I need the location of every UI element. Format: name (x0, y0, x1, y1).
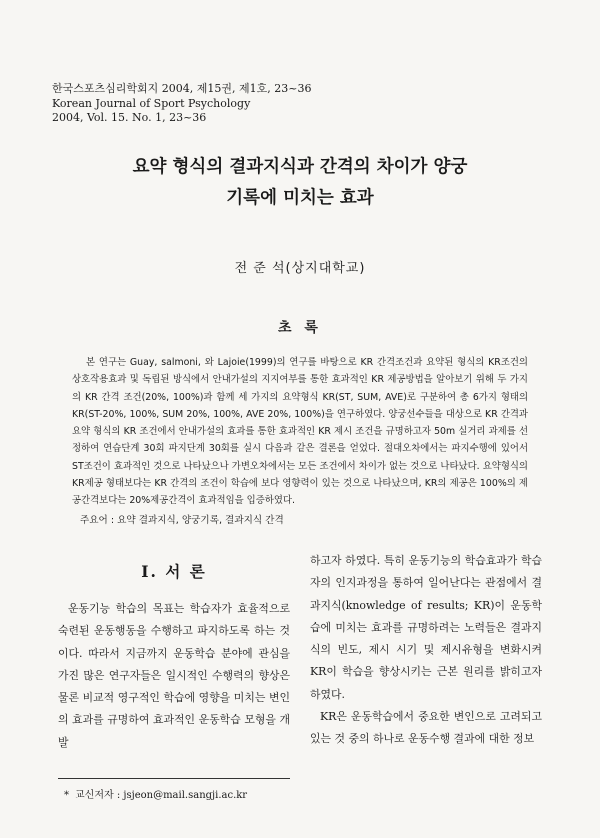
keywords: 주요어 : 요약 결과지식, 양궁기록, 결과지식 간격 (80, 515, 284, 526)
footnote (64, 786, 247, 801)
title-line-1: 요약 형식의 결과지식과 간격의 차이가 양궁 (132, 157, 468, 177)
section-heading-introduction: I. 서 론 (141, 562, 207, 581)
journal-line-volume: 2004, Vol. 15. No. 1, 23~36 (52, 111, 207, 124)
right-column (310, 550, 542, 751)
journal-citation (52, 82, 311, 126)
corresponding-author-email: 교신저자 : jsjeon@mail.sangji.ac.kr (75, 790, 248, 801)
abstract-heading: 초 록 (278, 320, 322, 336)
intro-paragraph-right-2: KR은 운동학습에서 중요한 변인으로 고려되고 있는 것 중의 하나로 운동수행 결과에 대한 정보 (310, 710, 542, 746)
abstract-text: 본 연구는 Guay, salmoni, 와 Lajoie(1999)의 연구를 바탕으로 KR 간격조건과 요약된 형식의 KR조건의 상호작용효과 및 독립된 방식에서 안내가설의 지지여부를 통한 효과적인 KR 제공방법을 알아보기 위해 두 가지의 KR 간격 조건(20%, 100%)과 함께 세 가지의 요약형식 KR(ST, SUM, AVE)로 구분하여 총 6가지 형태의 KR(ST-20%, 100%, SUM 20%, 100%, AVE 20%, 100%)을 연구하였다. 양궁선수들을 대상으로 KR 간격과 요약 형식의 KR 조건에서 안내가설의 효과를 통한 효과적인 KR 제시 조건을 규명하고자 50m 실거리 과제를 선정하여 연습단계 30회 파지단계 30회를 실시 다음과 같은 결론을 얻었다. 절대오차에서는 파지수행에 있어서 ST조건이 효과적인 것으로 나타났으나 가변오차에서는 모든 조건에서 차이가 없는 것으로 나타났다. 요약형식의 KR제공 형태보다는 KR 간격의 조건이 학습에 보다 영향력이 있는 것으로 나타났으며, KR의 제공은 100%의 제공간격보다는 20%제공간격이 효과적임을 입증하였다. (72, 357, 528, 507)
journal-line-english: Korean Journal of Sport Psychology (52, 96, 251, 110)
journal-line-korean: 한국스포츠심리학회지 2004, 제15권, 제1호, 23~36 (52, 82, 312, 95)
paper-title (0, 152, 600, 214)
intro-paragraph-left: 운동기능 학습의 목표는 학습자가 효율적으로 숙련된 운동행동을 수행하고 파지하도록 하는 것이다. 따라서 지금까지 운동학습 분야에 관심을 가진 많은 연구자들은 일시적인 수행력의 향상은 물론 비교적 영구적인 학습에 영향을 미치는 변인의 효과를 규명하여 효과적인 운동학습 모형을 개발 (58, 602, 290, 749)
title-line-2: 기록에 미치는 효과 (226, 188, 374, 208)
footnote-divider (58, 778, 290, 779)
left-column (58, 548, 290, 754)
intro-paragraph-right-1: 하고자 하였다. 특히 운동기능의 학습효과가 학습자의 인지과정을 통하여 일어난다는 관점에서 결과지식(knowledge of results; KR)이 운동학습에 미치는 효과를 규명하려는 노력들은 결과지식의 빈도, 제시 시기 및 제시유형을 변화시켜 KR이 학습을 향상시키는 근본 원리를 밝히고자 하였다. (310, 554, 542, 701)
footnote-marker: * (64, 790, 69, 801)
abstract-body (72, 354, 528, 510)
author-affiliation: 전 준 석(상지대학교) (234, 261, 366, 276)
